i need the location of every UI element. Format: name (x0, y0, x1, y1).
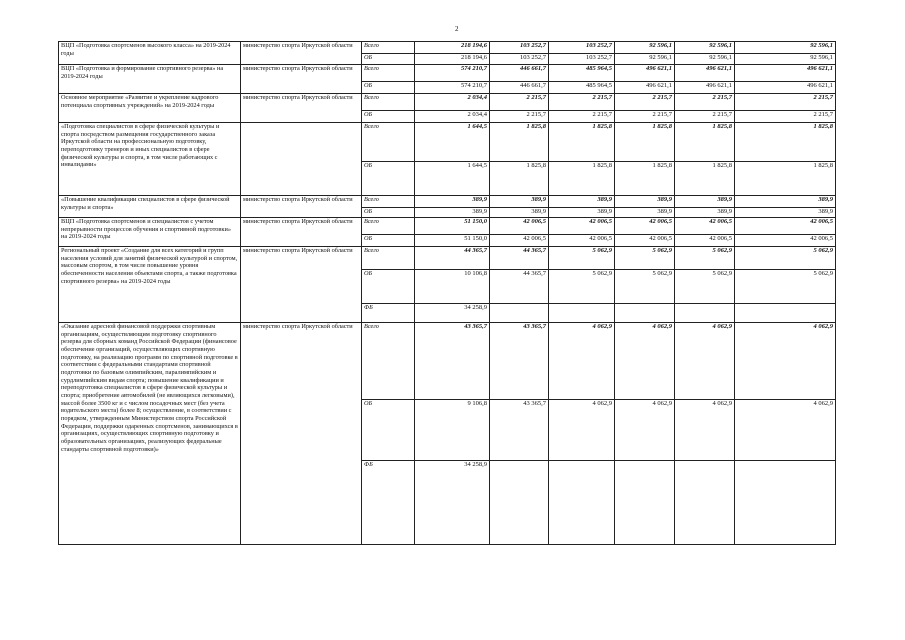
funding-source: ФБ (362, 304, 415, 323)
amount-cell: 496 621,1 (615, 82, 675, 94)
amount-cell: 1 644,5 (415, 162, 490, 196)
amount-cell (549, 304, 615, 323)
table-row (59, 247, 836, 270)
amount-cell: 2 215,7 (549, 94, 615, 111)
budget-table (58, 41, 836, 545)
amount-cell (615, 304, 675, 323)
amount-cell: 4 062,9 (549, 400, 615, 461)
amount-cell: 4 062,9 (615, 323, 675, 400)
executor-name: министерство спорта Иркутской области (241, 247, 362, 323)
amount-cell: 485 964,5 (549, 82, 615, 94)
amount-cell: 92 596,1 (735, 54, 836, 65)
table-row (59, 94, 836, 111)
amount-cell: 1 825,8 (615, 123, 675, 162)
amount-cell: 389,9 (615, 196, 675, 208)
executor-name: министерство спорта Иркутской области (241, 196, 362, 218)
funding-source: Всего (362, 94, 415, 111)
program-name: ВЦП «Подготовка и формирование спортивного резерва» на 2019-2024 годы (59, 65, 241, 94)
amount-cell: 92 596,1 (675, 42, 735, 54)
amount-cell: 496 621,1 (675, 82, 735, 94)
amount-cell: 574 210,7 (415, 82, 490, 94)
amount-cell: 103 252,7 (549, 42, 615, 54)
funding-source: ОБ (362, 54, 415, 65)
amount-cell: 42 006,5 (735, 235, 836, 247)
amount-cell: 389,9 (490, 196, 549, 208)
amount-cell: 2 215,7 (675, 111, 735, 123)
amount-cell: 2 215,7 (490, 111, 549, 123)
amount-cell (675, 304, 735, 323)
amount-cell: 43 365,7 (415, 323, 490, 400)
amount-cell: 5 062,9 (735, 270, 836, 304)
amount-cell: 389,9 (735, 208, 836, 218)
amount-cell: 389,9 (549, 196, 615, 208)
amount-cell: 2 034,4 (415, 94, 490, 111)
amount-cell: 92 596,1 (735, 42, 836, 54)
program-name: Основное мероприятие «Развитие и укрепление кадрового потенциала спортивных учреждений» на 2019-2024 годы (59, 94, 241, 123)
amount-cell: 42 006,5 (549, 218, 615, 235)
table-row (59, 323, 836, 400)
amount-cell: 389,9 (675, 196, 735, 208)
amount-cell: 2 215,7 (615, 94, 675, 111)
funding-source: Всего (362, 123, 415, 162)
amount-cell: 5 062,9 (675, 270, 735, 304)
executor-name: министерство спорта Иркутской области (241, 94, 362, 123)
funding-source: ОБ (362, 111, 415, 123)
amount-cell: 42 006,5 (675, 235, 735, 247)
amount-cell: 34 258,9 (415, 461, 490, 545)
amount-cell: 43 365,7 (490, 323, 549, 400)
page-number: 2 (455, 25, 459, 33)
funding-source: ФБ (362, 461, 415, 545)
amount-cell: 218 194,6 (415, 42, 490, 54)
amount-cell: 446 661,7 (490, 82, 549, 94)
amount-cell: 103 252,7 (490, 42, 549, 54)
funding-source: ОБ (362, 235, 415, 247)
amount-cell (549, 461, 615, 545)
amount-cell: 389,9 (490, 208, 549, 218)
amount-cell: 92 596,1 (675, 54, 735, 65)
funding-source: Всего (362, 218, 415, 235)
table-row (59, 42, 836, 54)
funding-source: Всего (362, 42, 415, 54)
table-row (59, 218, 836, 235)
amount-cell (735, 304, 836, 323)
amount-cell: 389,9 (675, 208, 735, 218)
amount-cell: 9 106,8 (415, 400, 490, 461)
amount-cell: 2 215,7 (549, 111, 615, 123)
executor-name: министерство спорта Иркутской области (241, 218, 362, 247)
amount-cell: 5 062,9 (549, 270, 615, 304)
program-name: Региональный проект «Создание для всех категорий и групп населения условий для занятий физической культурой и спортом, массовым спортом, в том числе повышение уровня обеспеченности населения объектами спорта, а также подготовка спортивного резерва» на 2019-2024 годы (59, 247, 241, 323)
amount-cell: 5 062,9 (735, 247, 836, 270)
executor-name: министерство спорта Иркутской области (241, 42, 362, 65)
funding-source: Всего (362, 323, 415, 400)
amount-cell: 42 006,5 (490, 235, 549, 247)
funding-source: ОБ (362, 270, 415, 304)
table-row (59, 123, 836, 162)
amount-cell: 42 006,5 (675, 218, 735, 235)
funding-source: ОБ (362, 162, 415, 196)
program-name: «Повышение квалификации специалистов в сфере физической культуры и спорта» (59, 196, 241, 218)
amount-cell: 42 006,5 (490, 218, 549, 235)
amount-cell: 1 825,8 (490, 123, 549, 162)
amount-cell (490, 461, 549, 545)
amount-cell: 103 252,7 (490, 54, 549, 65)
funding-source: ОБ (362, 208, 415, 218)
amount-cell: 4 062,9 (735, 400, 836, 461)
amount-cell: 92 596,1 (615, 42, 675, 54)
amount-cell: 1 825,8 (675, 162, 735, 196)
amount-cell: 42 006,5 (615, 218, 675, 235)
program-name: ВЦП «Подготовка спортсменов высокого класса» на 2019-2024 годы (59, 42, 241, 65)
amount-cell: 446 661,7 (490, 65, 549, 82)
amount-cell: 1 825,8 (615, 162, 675, 196)
amount-cell: 389,9 (415, 208, 490, 218)
amount-cell: 389,9 (415, 196, 490, 208)
funding-source: Всего (362, 65, 415, 82)
amount-cell (490, 304, 549, 323)
table-row (59, 196, 836, 208)
amount-cell: 2 215,7 (735, 94, 836, 111)
amount-cell: 2 215,7 (735, 111, 836, 123)
amount-cell: 51 150,0 (415, 235, 490, 247)
amount-cell: 4 062,9 (735, 323, 836, 400)
funding-source: ОБ (362, 400, 415, 461)
amount-cell: 42 006,5 (615, 235, 675, 247)
amount-cell: 485 964,5 (549, 65, 615, 82)
amount-cell: 5 062,9 (615, 247, 675, 270)
amount-cell: 1 825,8 (675, 123, 735, 162)
amount-cell: 4 062,9 (675, 323, 735, 400)
amount-cell: 10 106,8 (415, 270, 490, 304)
amount-cell: 2 215,7 (490, 94, 549, 111)
program-name: «Подготовка специалистов в сфере физической культуры и спорта посредством размещения государственного заказа Иркутской области на профессиональную подготовку, переподготовку тренеров и иных специалистов в сфере физической культуры и спорта, в том числе работающих с инвалидами» (59, 123, 241, 196)
amount-cell: 5 062,9 (549, 247, 615, 270)
amount-cell: 43 365,7 (490, 400, 549, 461)
amount-cell: 1 825,8 (735, 162, 836, 196)
amount-cell: 44 365,7 (490, 270, 549, 304)
amount-cell (675, 461, 735, 545)
amount-cell: 34 258,9 (415, 304, 490, 323)
amount-cell: 4 062,9 (549, 323, 615, 400)
amount-cell: 2 215,7 (675, 94, 735, 111)
amount-cell: 1 825,8 (549, 123, 615, 162)
table-row (59, 65, 836, 82)
amount-cell: 1 825,8 (735, 123, 836, 162)
amount-cell: 44 365,7 (490, 247, 549, 270)
amount-cell: 574 210,7 (415, 65, 490, 82)
funding-source: Всего (362, 196, 415, 208)
amount-cell: 51 150,0 (415, 218, 490, 235)
program-name: «Оказание адресной финансовой поддержки спортивным организациям, осуществляющим подготовку спортивного резерва для сборных команд Российской Федерации (финансовое обеспечение организаций, осуществляющих спортивную подготовку, на реализацию программ по спортивной подготовке в соответствии с федеральными стандартами спортивной подготовки по базовым олимпийским, паралимпийским и сурдлимпийским видам спорта; повышение квалификации и переподготовка специалистов в сфере физической культуры и спорта; приобретение автомобилей (не являющихся легковыми), массой более 3500 кг и с числом посадочных мест (без учета водительского места) более 8; осуществление, в соответствии с порядком, утвержденным Министерством спорта Российской Федерации, поддержки одаренных спортсменов, занимающихся в организациях, осуществляющих спортивную подготовку и образовательных организациях, реализующих федеральные стандарты спортивной подготовки)» (59, 323, 241, 545)
amount-cell: 2 215,7 (615, 111, 675, 123)
amount-cell: 44 365,7 (415, 247, 490, 270)
amount-cell: 5 062,9 (675, 247, 735, 270)
executor-name: министерство спорта Иркутской области (241, 323, 362, 545)
amount-cell: 389,9 (549, 208, 615, 218)
amount-cell: 2 034,4 (415, 111, 490, 123)
amount-cell: 92 596,1 (615, 54, 675, 65)
amount-cell: 4 062,9 (615, 400, 675, 461)
amount-cell: 42 006,5 (735, 218, 836, 235)
amount-cell: 1 825,8 (490, 162, 549, 196)
funding-source: Всего (362, 247, 415, 270)
amount-cell: 4 062,9 (675, 400, 735, 461)
amount-cell: 5 062,9 (615, 270, 675, 304)
amount-cell: 218 194,6 (415, 54, 490, 65)
amount-cell: 1 644,5 (415, 123, 490, 162)
amount-cell: 1 825,8 (549, 162, 615, 196)
amount-cell: 496 621,1 (615, 65, 675, 82)
amount-cell: 496 621,1 (735, 65, 836, 82)
amount-cell (615, 461, 675, 545)
amount-cell: 42 006,5 (549, 235, 615, 247)
amount-cell (735, 461, 836, 545)
funding-source: ОБ (362, 82, 415, 94)
amount-cell: 389,9 (615, 208, 675, 218)
executor-name (241, 123, 362, 196)
amount-cell: 389,9 (735, 196, 836, 208)
amount-cell: 496 621,1 (675, 65, 735, 82)
amount-cell: 496 621,1 (735, 82, 836, 94)
amount-cell: 103 252,7 (549, 54, 615, 65)
program-name: ВЦП «Подготовка спортсменов и специалистов с учетом непрерывности процессов обучения и спортивной подготовки» на 2019-2024 годы (59, 218, 241, 247)
executor-name: министерство спорта Иркутской области (241, 65, 362, 94)
